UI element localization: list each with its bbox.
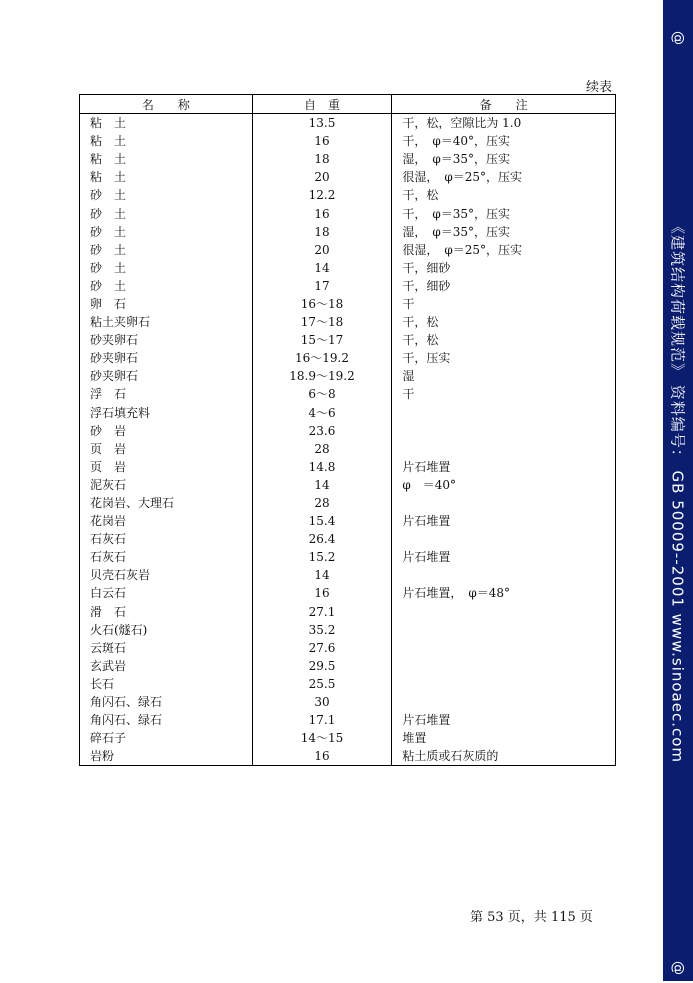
cell-weight: 25.5 <box>252 675 392 693</box>
cell-remark: 片石堆置， φ＝48° <box>392 584 616 602</box>
cell-weight: 4～6 <box>252 404 392 422</box>
table-row <box>80 675 616 693</box>
cell-name: 砂夹卵石 <box>80 331 253 349</box>
cell-remark: 堆置 <box>392 729 616 747</box>
cell-name: 云斑石 <box>80 639 253 657</box>
cell-remark <box>392 440 616 458</box>
cell-remark: 很湿， φ＝25°，压实 <box>392 241 616 259</box>
cell-remark: 片石堆置 <box>392 548 616 566</box>
cell-remark: 片石堆置 <box>392 512 616 530</box>
table-row <box>80 150 616 168</box>
cell-name: 粘土夹卵石 <box>80 313 253 331</box>
cell-remark: 干 <box>392 295 616 313</box>
table-row <box>80 639 616 657</box>
cell-weight: 18 <box>252 223 392 241</box>
cell-remark: 干，松，空隙比为 1.0 <box>392 114 616 133</box>
table-row <box>80 584 616 602</box>
cell-name: 石灰石 <box>80 530 253 548</box>
at-symbol-bottom: @ <box>670 961 686 975</box>
table-row <box>80 168 616 186</box>
table-row <box>80 747 616 766</box>
cell-weight: 28 <box>252 440 392 458</box>
table-row <box>80 657 616 675</box>
cell-weight: 15.2 <box>252 548 392 566</box>
table-header-row <box>80 95 616 114</box>
table-row <box>80 404 616 422</box>
page-footer: 第 53 页，共 115 页 <box>470 910 593 925</box>
cell-weight: 16 <box>252 747 392 766</box>
cell-name: 砂夹卵石 <box>80 349 253 367</box>
at-symbol-top: @ <box>670 31 686 45</box>
cell-weight: 26.4 <box>252 530 392 548</box>
table-row <box>80 331 616 349</box>
cell-remark: 干， φ＝35°，压实 <box>392 204 616 222</box>
cell-name: 花岗岩 <box>80 512 253 530</box>
material-weight-table <box>79 94 616 766</box>
cell-name: 粘 土 <box>80 114 253 133</box>
cell-weight: 14 <box>252 259 392 277</box>
cell-weight: 27.6 <box>252 639 392 657</box>
cell-remark <box>392 530 616 548</box>
cell-weight: 20 <box>252 241 392 259</box>
cell-name: 页 岩 <box>80 458 253 476</box>
cell-weight: 12.2 <box>252 186 392 204</box>
cell-name: 贝壳石灰岩 <box>80 566 253 584</box>
cell-remark <box>392 639 616 657</box>
cell-name: 岩粉 <box>80 747 253 766</box>
cell-weight: 17.1 <box>252 711 392 729</box>
cell-name: 粘 土 <box>80 168 253 186</box>
cell-name: 浮石填充料 <box>80 404 253 422</box>
table-row <box>80 241 616 259</box>
cell-weight: 15～17 <box>252 331 392 349</box>
table-row <box>80 259 616 277</box>
cell-remark <box>392 621 616 639</box>
cell-name: 砂 岩 <box>80 422 253 440</box>
cell-weight: 16～18 <box>252 295 392 313</box>
cell-weight: 13.5 <box>252 114 392 133</box>
table-row <box>80 711 616 729</box>
cell-name: 泥灰石 <box>80 476 253 494</box>
cell-name: 砂 土 <box>80 277 253 295</box>
cell-remark <box>392 675 616 693</box>
table-row <box>80 548 616 566</box>
table-row <box>80 512 616 530</box>
cell-name: 白云石 <box>80 584 253 602</box>
table-row <box>80 223 616 241</box>
table-row <box>80 385 616 403</box>
cell-name: 角闪石、绿石 <box>80 693 253 711</box>
cell-remark: 干，细砂 <box>392 259 616 277</box>
cell-name: 石灰石 <box>80 548 253 566</box>
table-row <box>80 693 616 711</box>
cell-weight: 16 <box>252 132 392 150</box>
cell-remark <box>392 657 616 675</box>
cell-weight: 18 <box>252 150 392 168</box>
cell-weight: 23.6 <box>252 422 392 440</box>
table-row <box>80 295 616 313</box>
table-row <box>80 367 616 385</box>
cell-name: 砂 土 <box>80 241 253 259</box>
cell-remark: 粘土质或石灰质的 <box>392 747 616 766</box>
cell-name: 角闪石、绿石 <box>80 711 253 729</box>
cell-name: 页 岩 <box>80 440 253 458</box>
header-remark: 备 注 <box>392 95 616 114</box>
cell-weight: 28 <box>252 494 392 512</box>
cell-remark: 干，松 <box>392 186 616 204</box>
cell-remark: 很湿， φ＝25°，压实 <box>392 168 616 186</box>
cell-name: 粘 土 <box>80 150 253 168</box>
cell-name: 砂 土 <box>80 186 253 204</box>
table-row <box>80 530 616 548</box>
cell-remark: 干， φ＝40°，压实 <box>392 132 616 150</box>
cell-remark: 湿， φ＝35°，压实 <box>392 223 616 241</box>
table-row <box>80 729 616 747</box>
cell-name: 砂 土 <box>80 223 253 241</box>
table-row <box>80 458 616 476</box>
sidebar-vertical-text: 《建筑结构荷载规范》 资料编号： GB 50009--2001 www.sinoaec.com <box>668 218 687 763</box>
cell-weight: 16 <box>252 584 392 602</box>
cell-remark: 片石堆置 <box>392 711 616 729</box>
cell-weight: 35.2 <box>252 621 392 639</box>
table-row <box>80 566 616 584</box>
cell-weight: 29.5 <box>252 657 392 675</box>
table-body <box>80 114 616 766</box>
table-row <box>80 349 616 367</box>
cell-weight: 14 <box>252 566 392 584</box>
table-row <box>80 603 616 621</box>
cell-remark <box>392 566 616 584</box>
cell-remark: 干，松 <box>392 331 616 349</box>
cell-weight: 14.8 <box>252 458 392 476</box>
cell-name: 砂 土 <box>80 204 253 222</box>
cell-remark: 干，细砂 <box>392 277 616 295</box>
header-name: 名 称 <box>80 95 253 114</box>
table-row <box>80 440 616 458</box>
cell-remark <box>392 494 616 512</box>
table-row <box>80 313 616 331</box>
table-row <box>80 422 616 440</box>
table-row <box>80 621 616 639</box>
cell-weight: 16 <box>252 204 392 222</box>
cell-name: 卵 石 <box>80 295 253 313</box>
cell-remark: 干，压实 <box>392 349 616 367</box>
cell-remark: 片石堆置 <box>392 458 616 476</box>
cell-name: 浮 石 <box>80 385 253 403</box>
cell-remark: 干 <box>392 385 616 403</box>
cell-weight: 15.4 <box>252 512 392 530</box>
cell-weight: 6～8 <box>252 385 392 403</box>
cell-remark <box>392 693 616 711</box>
cell-remark: 湿 <box>392 367 616 385</box>
cell-remark <box>392 422 616 440</box>
cell-name: 玄武岩 <box>80 657 253 675</box>
cell-name: 火石(燧石) <box>80 621 253 639</box>
cell-name: 粘 土 <box>80 132 253 150</box>
table-row <box>80 114 616 133</box>
table-row <box>80 204 616 222</box>
cell-name: 碎石子 <box>80 729 253 747</box>
cell-weight: 14 <box>252 476 392 494</box>
cell-weight: 17 <box>252 277 392 295</box>
cell-weight: 14～15 <box>252 729 392 747</box>
cell-remark: 干，松 <box>392 313 616 331</box>
cell-name: 长石 <box>80 675 253 693</box>
cell-name: 砂夹卵石 <box>80 367 253 385</box>
cell-name: 砂 土 <box>80 259 253 277</box>
table-row <box>80 277 616 295</box>
cell-weight: 17～18 <box>252 313 392 331</box>
table-row <box>80 494 616 512</box>
cell-name: 花岗岩、大理石 <box>80 494 253 512</box>
cell-weight: 20 <box>252 168 392 186</box>
sidebar-banner <box>663 0 693 981</box>
cell-weight: 27.1 <box>252 603 392 621</box>
cell-remark: φ ＝40° <box>392 476 616 494</box>
continued-label: 续表 <box>586 80 613 95</box>
cell-weight: 16～19.2 <box>252 349 392 367</box>
cell-remark <box>392 404 616 422</box>
cell-weight: 18.9～19.2 <box>252 367 392 385</box>
table-row <box>80 132 616 150</box>
cell-name: 滑 石 <box>80 603 253 621</box>
table-row <box>80 186 616 204</box>
table-row <box>80 476 616 494</box>
header-weight: 自 重 <box>252 95 392 114</box>
cell-remark <box>392 603 616 621</box>
cell-remark: 湿， φ＝35°，压实 <box>392 150 616 168</box>
cell-weight: 30 <box>252 693 392 711</box>
